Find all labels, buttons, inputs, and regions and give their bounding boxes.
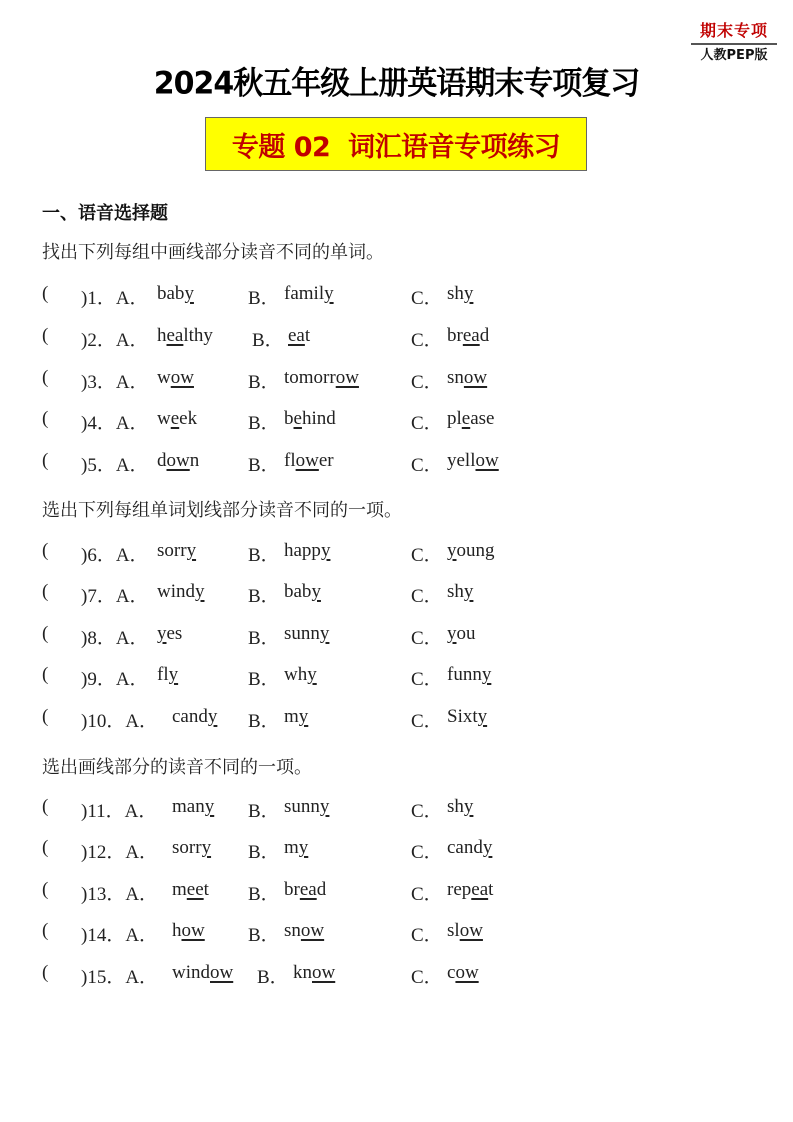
- underlined-letters: e: [461, 408, 471, 429]
- answer-blank[interactable]: (: [42, 450, 49, 471]
- option-word[interactable]: [288, 325, 310, 347]
- option-word[interactable]: [284, 540, 330, 562]
- badge-edition: 人教PEP版: [700, 48, 768, 63]
- word-part: sh: [447, 796, 464, 817]
- option-word[interactable]: [284, 837, 308, 859]
- word-part: tomorr: [284, 367, 336, 388]
- word-part: yell: [447, 450, 476, 471]
- underlined-letters: y: [447, 540, 457, 561]
- option-label: C．: [411, 586, 443, 607]
- word-part: m: [284, 706, 299, 727]
- underlined-letters: ea: [471, 879, 489, 900]
- option-word[interactable]: [284, 283, 334, 305]
- option-word[interactable]: [447, 920, 483, 942]
- option-label: C．: [411, 545, 443, 566]
- question-number: )9．A．: [81, 669, 149, 690]
- section-heading: 一、语音选择题: [42, 203, 168, 224]
- badge-divider: [691, 43, 777, 45]
- underlined-letters: ee: [186, 879, 204, 900]
- option-label: B．: [248, 801, 280, 822]
- underlined-letters: y: [319, 796, 330, 817]
- word-part: sunn: [284, 623, 320, 644]
- word-part: hind: [301, 408, 336, 429]
- option-word[interactable]: [172, 962, 233, 984]
- badge-title: 期末专项: [699, 21, 768, 40]
- word-part: t: [304, 325, 311, 346]
- word-part: w: [157, 408, 171, 429]
- underlined-letters: y: [307, 664, 317, 685]
- word-part: br: [447, 325, 463, 346]
- option-label: C．: [411, 842, 443, 863]
- option-label: B．: [248, 586, 280, 607]
- question-row: [42, 920, 742, 946]
- option-word[interactable]: [447, 540, 495, 562]
- option-word[interactable]: [447, 962, 479, 984]
- page-title: 2024秋五年级上册英语期末专项复习: [153, 65, 640, 103]
- question-number: )3．A．: [81, 372, 149, 393]
- option-word[interactable]: [157, 623, 182, 645]
- word-part: es: [166, 623, 183, 644]
- underlined-letters: y: [186, 540, 197, 561]
- underlined-letters: ow: [335, 367, 359, 388]
- underlined-letters: y: [463, 581, 474, 602]
- word-part: b: [284, 408, 294, 429]
- option-word[interactable]: [447, 450, 499, 472]
- option-word[interactable]: [157, 367, 194, 389]
- option-label: B．: [248, 669, 280, 690]
- option-label: B．: [248, 711, 280, 732]
- option-word[interactable]: [157, 408, 197, 430]
- word-part: wh: [284, 664, 308, 685]
- word-part: sl: [447, 920, 460, 941]
- underlined-letters: ow: [463, 367, 488, 388]
- word-part: fl: [284, 450, 296, 471]
- word-part: funn: [447, 664, 482, 685]
- word-part: ou: [456, 623, 476, 644]
- word-part: fl: [157, 664, 169, 685]
- underlined-letters: ow: [459, 920, 483, 941]
- word-part: sn: [284, 920, 301, 941]
- answer-blank[interactable]: (: [42, 920, 49, 941]
- word-part: t: [203, 879, 209, 900]
- option-word[interactable]: [447, 879, 493, 901]
- option-label: C．: [411, 669, 443, 690]
- question-row: [42, 706, 742, 732]
- option-word[interactable]: [293, 962, 335, 984]
- option-word[interactable]: [172, 837, 211, 859]
- word-part: famil: [284, 283, 325, 304]
- question-number: )10．A．: [81, 711, 159, 732]
- answer-blank[interactable]: (: [42, 962, 49, 983]
- underlined-letters: y: [184, 283, 194, 304]
- underlined-letters: y: [207, 706, 218, 727]
- underlined-letters: y: [201, 837, 212, 858]
- option-word[interactable]: [157, 540, 196, 562]
- option-word[interactable]: [447, 706, 487, 728]
- word-part: sh: [447, 283, 464, 304]
- option-label: B．: [248, 455, 280, 476]
- word-part: h: [172, 920, 182, 941]
- word-part: Sixt: [447, 706, 478, 727]
- option-word[interactable]: [284, 796, 329, 818]
- word-part: bab: [284, 581, 312, 602]
- option-word[interactable]: [172, 706, 217, 728]
- question-number: )8．A．: [81, 628, 149, 649]
- answer-blank[interactable]: (: [42, 581, 49, 602]
- topic-banner: [205, 117, 587, 171]
- underlined-letters: y: [298, 706, 309, 727]
- question-row: [42, 408, 742, 434]
- word-part: w: [157, 367, 171, 388]
- option-word[interactable]: [447, 408, 494, 430]
- underlined-letters: ow: [455, 962, 479, 983]
- question-number: )13．A．: [81, 884, 159, 905]
- question-row: [42, 796, 742, 822]
- answer-blank[interactable]: (: [42, 706, 49, 727]
- underlined-letters: e: [170, 408, 180, 429]
- question-row: [42, 664, 742, 690]
- option-label: B．: [248, 842, 280, 863]
- option-word[interactable]: [172, 920, 205, 942]
- question-row: [42, 581, 742, 607]
- answer-blank[interactable]: (: [42, 540, 49, 561]
- option-word[interactable]: [284, 408, 336, 430]
- word-part: t: [488, 879, 494, 900]
- option-label: B．: [252, 330, 284, 351]
- topic-title: 专题 02 词汇语音专项练习: [231, 131, 561, 163]
- word-part: man: [172, 796, 205, 817]
- underlined-letters: y: [311, 581, 321, 602]
- question-number: )11．A．: [81, 801, 158, 822]
- word-part: lthy: [183, 325, 213, 346]
- word-part: h: [157, 325, 167, 346]
- underlined-letters: ow: [170, 367, 194, 388]
- word-part: c: [447, 962, 456, 983]
- question-row: [42, 450, 742, 476]
- option-word[interactable]: [284, 581, 321, 603]
- word-part: sorr: [157, 540, 187, 561]
- word-part: br: [284, 879, 300, 900]
- word-part: d: [316, 879, 327, 900]
- question-row: [42, 283, 742, 309]
- option-label: B．: [248, 628, 280, 649]
- option-word[interactable]: [284, 706, 308, 728]
- word-part: pl: [447, 408, 462, 429]
- word-part: d: [157, 450, 167, 471]
- underlined-letters: y: [319, 623, 330, 644]
- option-label: C．: [411, 330, 443, 351]
- question-number: )5．A．: [81, 455, 149, 476]
- underlined-letters: ow: [181, 920, 205, 941]
- underlined-letters: ow: [475, 450, 499, 471]
- option-label: B．: [257, 967, 289, 988]
- option-word[interactable]: [447, 581, 473, 603]
- question-row: [42, 623, 742, 649]
- option-label: B．: [248, 372, 280, 393]
- underlined-letters: y: [324, 283, 334, 304]
- answer-blank[interactable]: (: [42, 837, 49, 858]
- word-part: sorr: [172, 837, 202, 858]
- answer-blank[interactable]: (: [42, 879, 49, 900]
- underlined-letters: ea: [166, 325, 184, 346]
- option-word[interactable]: [172, 879, 209, 901]
- word-part: ase: [470, 408, 495, 429]
- question-number: )6．A．: [81, 545, 149, 566]
- word-part: sh: [447, 581, 464, 602]
- word-part: bab: [157, 283, 185, 304]
- option-word[interactable]: [447, 283, 473, 305]
- answer-blank[interactable]: (: [42, 664, 49, 685]
- underlined-letters: ow: [295, 450, 319, 471]
- question-row: [42, 325, 742, 351]
- option-label: C．: [411, 884, 443, 905]
- word-part: d: [479, 325, 490, 346]
- answer-blank[interactable]: (: [42, 283, 49, 304]
- underlined-letters: y: [157, 623, 167, 644]
- option-word[interactable]: [447, 623, 476, 645]
- option-word[interactable]: [172, 796, 214, 818]
- option-word[interactable]: [157, 283, 194, 305]
- word-part: wind: [157, 581, 195, 602]
- question-number: )14．A．: [81, 925, 159, 946]
- word-part: cand: [447, 837, 483, 858]
- option-label: B．: [248, 925, 280, 946]
- question-row: [42, 837, 742, 863]
- option-word[interactable]: [447, 325, 489, 347]
- question-row: [42, 962, 742, 988]
- option-word[interactable]: [284, 450, 334, 472]
- option-label: C．: [411, 288, 443, 309]
- answer-blank[interactable]: (: [42, 623, 49, 644]
- group-instruction: 选出画线部分的读音不同的一项。: [42, 757, 312, 778]
- answer-blank[interactable]: (: [42, 325, 49, 346]
- option-label: B．: [248, 545, 280, 566]
- word-part: m: [284, 837, 299, 858]
- underlined-letters: y: [481, 664, 492, 685]
- option-word[interactable]: [157, 450, 199, 472]
- option-label: C．: [411, 967, 443, 988]
- word-part: wind: [172, 962, 210, 983]
- question-number: )7．A．: [81, 586, 149, 607]
- underlined-letters: y: [482, 837, 493, 858]
- option-label: B．: [248, 413, 280, 434]
- option-word[interactable]: [157, 664, 178, 686]
- underlined-letters: y: [320, 540, 331, 561]
- answer-blank[interactable]: (: [42, 367, 49, 388]
- option-word[interactable]: [157, 325, 213, 347]
- word-part: sn: [447, 367, 464, 388]
- question-number: )4．A．: [81, 413, 149, 434]
- word-part: happ: [284, 540, 321, 561]
- word-part: rep: [447, 879, 472, 900]
- option-label: B．: [248, 884, 280, 905]
- underlined-letters: y: [463, 796, 474, 817]
- option-word[interactable]: [284, 920, 324, 942]
- option-label: C．: [411, 628, 443, 649]
- question-number: )1．A．: [81, 288, 149, 309]
- question-row: [42, 879, 742, 905]
- group-instruction: 找出下列每组中画线部分读音不同的单词。: [42, 242, 384, 263]
- option-label: C．: [411, 413, 443, 434]
- underlined-letters: ow: [300, 920, 325, 941]
- underlined-letters: ow: [166, 450, 190, 471]
- option-word[interactable]: [284, 623, 329, 645]
- word-part: kn: [293, 962, 312, 983]
- underlined-letters: ow: [210, 962, 234, 983]
- word-part: n: [189, 450, 200, 471]
- option-label: C．: [411, 372, 443, 393]
- word-part: m: [172, 879, 187, 900]
- option-word[interactable]: [157, 581, 205, 603]
- question-number: )15．A．: [81, 967, 159, 988]
- option-word[interactable]: [447, 367, 487, 389]
- underlined-letters: y: [195, 581, 205, 602]
- option-label: C．: [411, 925, 443, 946]
- option-label: C．: [411, 801, 443, 822]
- underlined-letters: y: [447, 623, 457, 644]
- option-label: C．: [411, 455, 443, 476]
- option-word[interactable]: [284, 367, 359, 389]
- word-part: er: [318, 450, 334, 471]
- underlined-letters: y: [298, 837, 309, 858]
- group-instruction: 选出下列每组单词划线部分读音不同的一项。: [42, 500, 402, 521]
- option-word[interactable]: [284, 879, 326, 901]
- question-number: )2．A．: [81, 330, 149, 351]
- word-part: cand: [172, 706, 208, 727]
- question-row: [42, 540, 742, 566]
- answer-blank[interactable]: (: [42, 408, 49, 429]
- option-word[interactable]: [447, 796, 473, 818]
- word-part: sunn: [284, 796, 320, 817]
- word-part: oung: [456, 540, 495, 561]
- underlined-letters: y: [463, 283, 474, 304]
- option-word[interactable]: [447, 664, 491, 686]
- underlined-letters: ow: [312, 962, 336, 983]
- question-number: )12．A．: [81, 842, 159, 863]
- underlined-letters: ea: [288, 325, 305, 346]
- option-label: C．: [411, 711, 443, 732]
- underlined-letters: y: [204, 796, 215, 817]
- underlined-letters: y: [477, 706, 488, 727]
- option-label: B．: [248, 288, 280, 309]
- answer-blank[interactable]: (: [42, 796, 49, 817]
- underlined-letters: y: [168, 664, 179, 685]
- word-part: ek: [179, 408, 198, 429]
- underlined-letters: ea: [299, 879, 317, 900]
- question-row: [42, 367, 742, 393]
- option-word[interactable]: [284, 664, 317, 686]
- option-word[interactable]: [447, 837, 492, 859]
- underlined-letters: ea: [462, 325, 480, 346]
- underlined-letters: e: [293, 408, 302, 429]
